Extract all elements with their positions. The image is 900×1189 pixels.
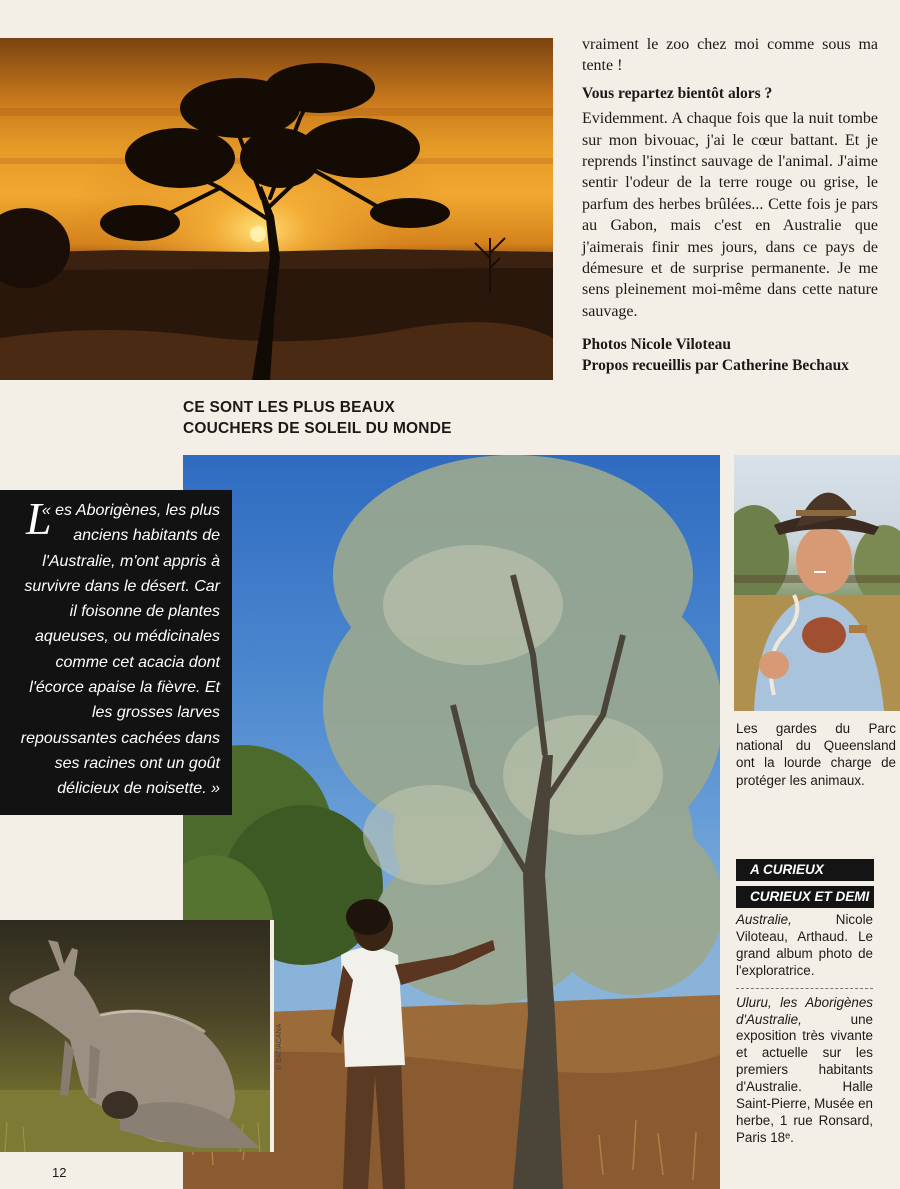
article-paragraph: vraiment le zoo chez moi comme sous ma tente ! [582, 36, 878, 75]
article-text-column [582, 34, 878, 376]
book-reference [736, 912, 873, 980]
aborigine-quote-box [0, 490, 232, 815]
interview-credit-line: Propos recueillis par Catherine Bechaux [582, 357, 849, 375]
interview-question: Vous repartez bientôt alors ? [582, 84, 773, 102]
book-title: Australie, [736, 912, 792, 927]
sidebar-heading: A CURIEUX [736, 859, 874, 881]
quote-line: ses racines ont un goût [54, 754, 220, 772]
caption-line: COUCHERS DE SOLEIL DU MONDE [183, 420, 452, 437]
page-number: 12 [52, 1165, 67, 1180]
sidebar-heading: CURIEUX ET DEMI [736, 886, 874, 908]
quote-line: repoussantes cachées dans [20, 729, 220, 747]
exhibition-title: Uluru, les Aborigènes d'Australie, [736, 994, 873, 1027]
book-details: Nicole Viloteau, Arthaud. Le grand album photo de l'exploratrice. [736, 912, 873, 978]
quote-line: les grosses larves [91, 704, 220, 722]
quote-line: délicieux de noisette. » [57, 780, 220, 798]
quote-line: l'écorce apaise la fièvre. Et [29, 679, 220, 697]
ranger-photo-caption: Les gardes du Parc national du Queensland ont la lourde charge de protéger les animaux. [736, 721, 896, 788]
sidebar-divider [736, 988, 873, 989]
exhibition-details: une exposition très vivante et actuelle sur les premiers habitants d'Australie. Halle Saint-Pierre, Musée en herbe, 1 rue Ronsard, Paris 18ᵉ. [736, 1011, 873, 1145]
photo-credit: © BAT/ACANA [276, 1023, 283, 1070]
drop-cap: L [26, 493, 52, 544]
quote-line: comme cet acacia dont [55, 653, 220, 671]
quote-line: l'Australie, m'ont appris à [42, 552, 220, 570]
sidebar-body [736, 912, 873, 1147]
photo-credit-line: Photos Nicole Viloteau [582, 336, 731, 354]
credits [582, 334, 878, 376]
quote-line: « es Aborigènes, les plus [41, 502, 220, 519]
sunset-photo [0, 38, 553, 380]
exhibition-reference [736, 995, 873, 1147]
quote-line: aqueuses, ou médicinales [34, 628, 220, 646]
quote-line: il foisonne de plantes [69, 603, 220, 621]
quote-line: survivre dans le désert. Car [24, 577, 220, 595]
quote-line: anciens habitants de [73, 527, 220, 545]
sunset-caption [183, 397, 503, 439]
caption-line: CE SONT LES PLUS BEAUX [183, 399, 395, 416]
park-ranger-photo [734, 455, 900, 711]
article-paragraph: Evidemment. A chaque fois que la nuit tombe sur mon bivouac, j'ai le cœur battant. Et je reprends l'instinct sauvage de l'animal. J'aime sentir l'odeur de la terre rouge ou grise, le parfum des herbes brûlées... Cette fois je pars au Gabon, mais c'est en Australie que j'aimerais finir mes jours, dans ce pays de démesure et de surprise permanente. Je me sens pleinement moi-même dans cette nature sauvage. [582, 110, 878, 320]
kangaroo-photo [0, 920, 274, 1152]
